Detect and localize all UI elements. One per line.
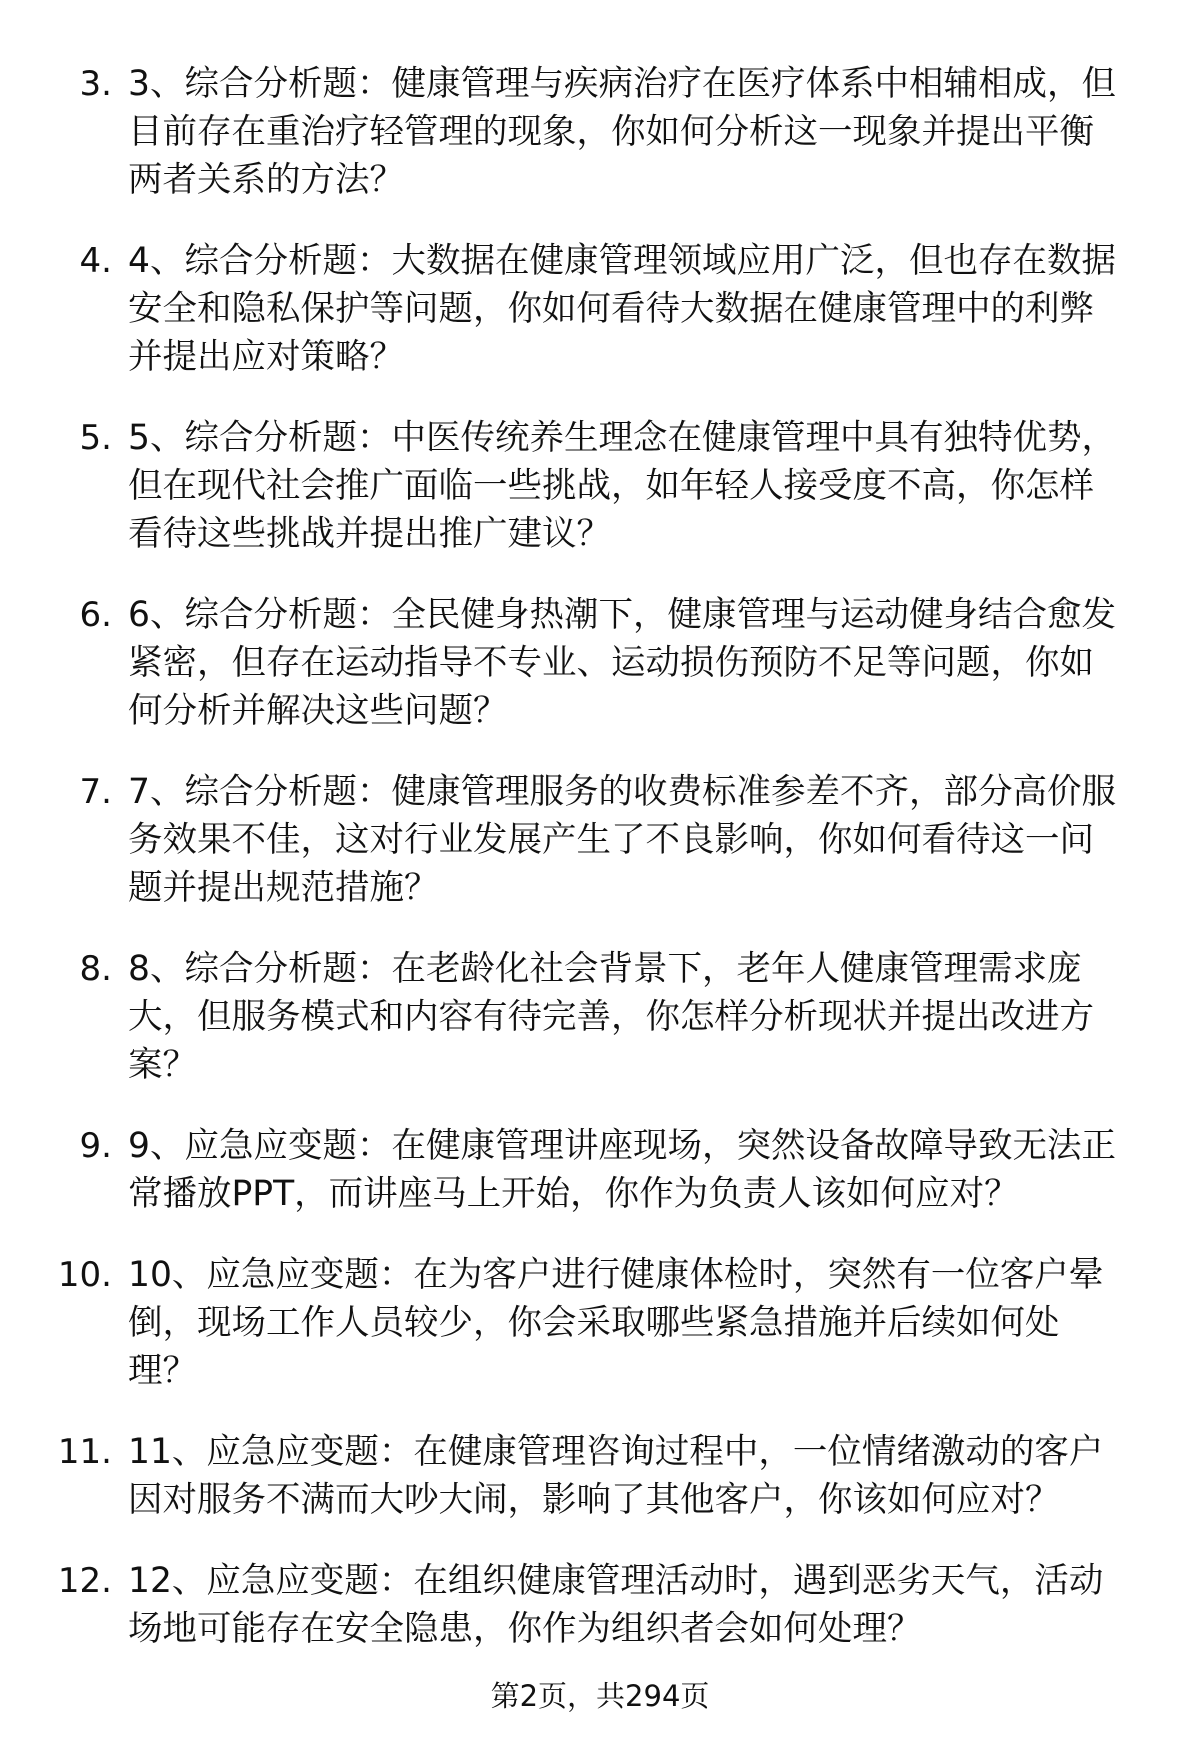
- item-text: [128, 1251, 1188, 1395]
- text-line: 7、综合分析题：健康管理服务的收费标准参差不齐，部分高价服: [128, 772, 1116, 812]
- text-line: 大，但服务模式和内容有待完善，你怎样分析现状并提出改进方: [128, 997, 1094, 1037]
- item-number: 12.: [57, 1561, 112, 1601]
- text-line: 5、综合分析题：中医传统养生理念在健康管理中具有独特优势，: [128, 418, 1116, 458]
- item-number: 8.: [79, 949, 112, 989]
- text-line: 6、综合分析题：全民健身热潮下，健康管理与运动健身结合愈发: [128, 595, 1116, 635]
- item-text: [128, 591, 1188, 735]
- page-footer: 第2页，共294页: [490, 1679, 710, 1713]
- text-line: 倒，现场工作人员较少，你会采取哪些紧急措施并后续如何处: [128, 1303, 1060, 1343]
- item-text: [128, 60, 1188, 204]
- text-line: 理？: [128, 1351, 197, 1391]
- item-number: 6.: [79, 595, 112, 635]
- text-line: 紧密，但存在运动指导不专业、运动损伤预防不足等问题，你如: [128, 643, 1094, 683]
- item-number: 7.: [79, 772, 112, 812]
- list-item: [0, 414, 1200, 558]
- text-line: 8、综合分析题：在老龄化社会背景下，老年人健康管理需求庞: [128, 949, 1082, 989]
- text-line: 何分析并解决这些问题？: [128, 691, 508, 731]
- question-list: [0, 60, 1200, 1686]
- item-text: [128, 945, 1188, 1089]
- item-text: [128, 414, 1188, 558]
- item-number: 3.: [79, 64, 112, 104]
- text-line: 案？: [128, 1045, 197, 1085]
- text-line: 看待这些挑战并提出推广建议？: [128, 514, 611, 554]
- text-line: 12、应急应变题：在组织健康管理活动时，遇到恶劣天气，活动: [128, 1561, 1104, 1601]
- list-item: [0, 1251, 1200, 1395]
- text-line: 常播放PPT，而讲座马上开始，你作为负责人该如何应对？: [128, 1174, 1019, 1214]
- list-item: [0, 1557, 1200, 1653]
- text-line: 两者关系的方法？: [128, 160, 404, 200]
- list-item: [0, 768, 1200, 912]
- list-item: [0, 237, 1200, 381]
- text-line: 务效果不佳，这对行业发展产生了不良影响，你如何看待这一问: [128, 820, 1094, 860]
- item-number: 11.: [57, 1432, 112, 1472]
- item-number: 5.: [79, 418, 112, 458]
- text-line: 题并提出规范措施？: [128, 868, 439, 908]
- text-line: 并提出应对策略？: [128, 337, 404, 377]
- item-number: 9.: [79, 1126, 112, 1166]
- text-line: 目前存在重治疗轻管理的现象，你如何分析这一现象并提出平衡: [128, 112, 1094, 152]
- text-line: 10、应急应变题：在为客户进行健康体检时，突然有一位客户晕: [128, 1255, 1104, 1295]
- list-item: [0, 60, 1200, 204]
- item-number: 10.: [57, 1255, 112, 1295]
- text-line: 安全和隐私保护等问题，你如何看待大数据在健康管理中的利弊: [128, 289, 1094, 329]
- item-text: [128, 1122, 1188, 1218]
- item-text: [128, 768, 1188, 912]
- list-item: [0, 1122, 1200, 1218]
- list-item: [0, 591, 1200, 735]
- text-line: 9、应急应变题：在健康管理讲座现场，突然设备故障导致无法正: [128, 1126, 1116, 1166]
- item-text: [128, 1428, 1188, 1524]
- text-line: 但在现代社会推广面临一些挑战，如年轻人接受度不高，你怎样: [128, 466, 1094, 506]
- item-text: [128, 1557, 1188, 1653]
- item-text: [128, 237, 1188, 381]
- list-item: [0, 1428, 1200, 1524]
- text-line: 因对服务不满而大吵大闹，影响了其他客户，你该如何应对？: [128, 1480, 1060, 1520]
- text-line: 4、综合分析题：大数据在健康管理领域应用广泛，但也存在数据: [128, 241, 1116, 281]
- text-line: 3、综合分析题：健康管理与疾病治疗在医疗体系中相辅相成，但: [128, 64, 1116, 104]
- text-line: 场地可能存在安全隐患，你作为组织者会如何处理？: [128, 1609, 922, 1649]
- item-number: 4.: [79, 241, 112, 281]
- list-item: [0, 945, 1200, 1089]
- text-line: 11、应急应变题：在健康管理咨询过程中，一位情绪激动的客户: [128, 1432, 1104, 1472]
